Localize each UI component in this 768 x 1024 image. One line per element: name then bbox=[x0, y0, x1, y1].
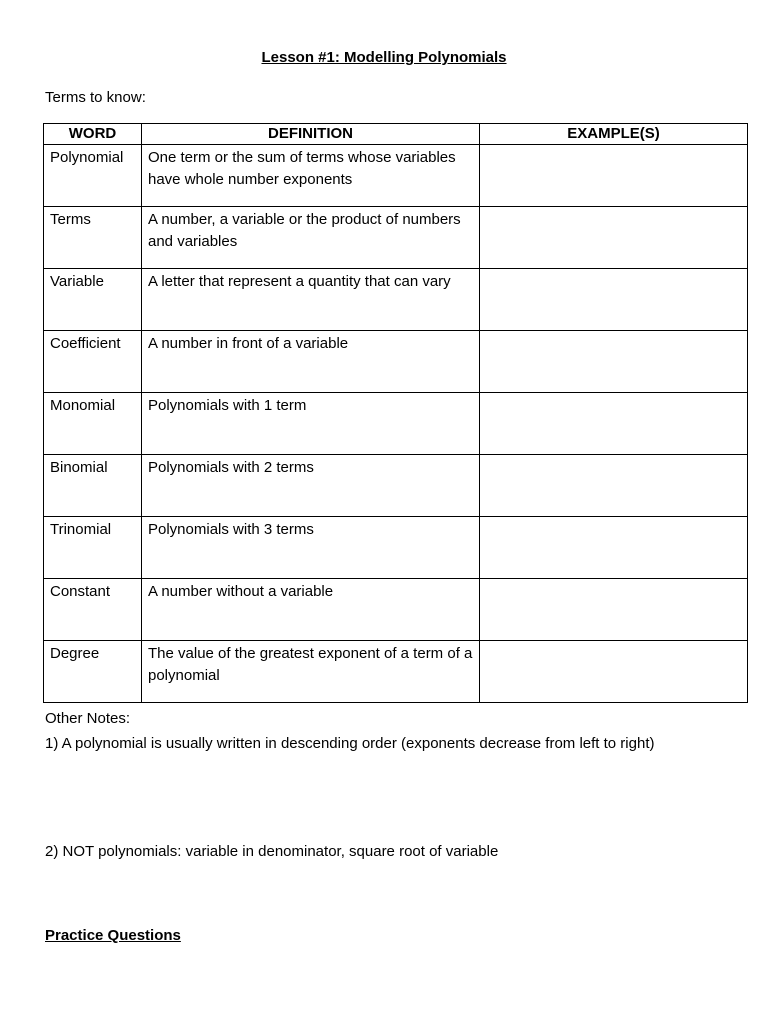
example-cell[interactable] bbox=[480, 207, 748, 269]
example-cell[interactable] bbox=[480, 579, 748, 641]
example-cell[interactable] bbox=[480, 455, 748, 517]
definition-cell: Polynomials with 1 term bbox=[142, 393, 480, 455]
table-row bbox=[44, 393, 748, 455]
definition-cell: A letter that represent a quantity that can vary bbox=[142, 269, 480, 331]
example-cell[interactable] bbox=[480, 145, 748, 207]
word-cell: Coefficient bbox=[44, 331, 142, 393]
example-cell[interactable] bbox=[480, 269, 748, 331]
definition-cell: A number in front of a variable bbox=[142, 331, 480, 393]
table-row bbox=[44, 455, 748, 517]
table-row bbox=[44, 641, 748, 703]
word-cell: Polynomial bbox=[44, 145, 142, 207]
definition-cell: Polynomials with 2 terms bbox=[142, 455, 480, 517]
definition-cell: The value of the greatest exponent of a term of a polynomial bbox=[142, 641, 480, 703]
word-cell: Variable bbox=[44, 269, 142, 331]
table-header-row bbox=[44, 124, 748, 145]
word-cell: Trinomial bbox=[44, 517, 142, 579]
intro-text: Terms to know: bbox=[45, 89, 146, 106]
table-row bbox=[44, 269, 748, 331]
word-cell: Constant bbox=[44, 579, 142, 641]
table-row bbox=[44, 145, 748, 207]
table-row bbox=[44, 331, 748, 393]
definition-cell: A number without a variable bbox=[142, 579, 480, 641]
table-row bbox=[44, 207, 748, 269]
definition-cell: A number, a variable or the product of numbers and variables bbox=[142, 207, 480, 269]
table-row bbox=[44, 517, 748, 579]
definition-cell: Polynomials with 3 terms bbox=[142, 517, 480, 579]
practice-questions-heading: Practice Questions bbox=[45, 927, 181, 944]
page-title: Lesson #1: Modelling Polynomials bbox=[261, 49, 507, 66]
example-cell[interactable] bbox=[480, 393, 748, 455]
word-cell: Degree bbox=[44, 641, 142, 703]
terms-table bbox=[43, 123, 748, 703]
header-examples: EXAMPLE(S) bbox=[480, 124, 748, 145]
header-definition: DEFINITION bbox=[142, 124, 480, 145]
other-notes-label: Other Notes: bbox=[45, 710, 131, 727]
word-cell: Binomial bbox=[44, 455, 142, 517]
definition-cell: One term or the sum of terms whose variables have whole number exponents bbox=[142, 145, 480, 207]
header-word: WORD bbox=[44, 124, 142, 145]
table-row bbox=[44, 579, 748, 641]
word-cell: Monomial bbox=[44, 393, 142, 455]
note-item-2: 2) NOT polynomials: variable in denominator, square root of variable bbox=[45, 843, 499, 860]
example-cell[interactable] bbox=[480, 517, 748, 579]
example-cell[interactable] bbox=[480, 641, 748, 703]
word-cell: Terms bbox=[44, 207, 142, 269]
note-item-1: 1) A polynomial is usually written in descending order (exponents decrease from left to right) bbox=[45, 735, 655, 752]
example-cell[interactable] bbox=[480, 331, 748, 393]
